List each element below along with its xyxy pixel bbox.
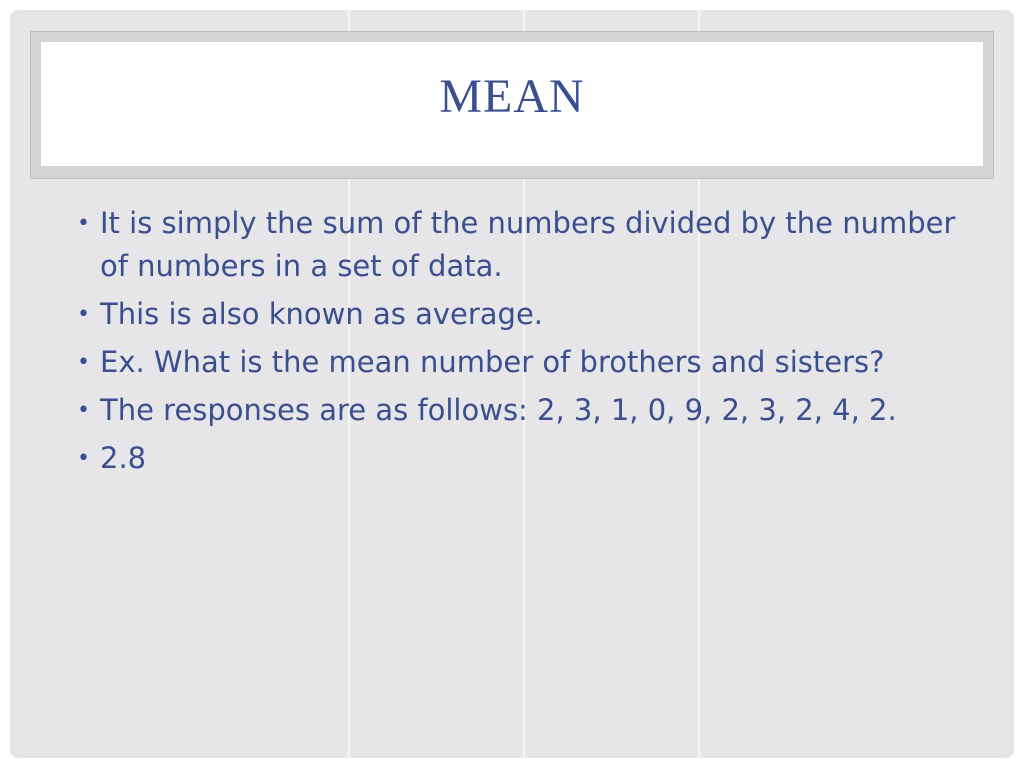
bullet-item: [70, 389, 960, 432]
slide: [10, 10, 1014, 758]
bullet-text: The responses are as follows: 2, 3, 1, 0, 9, 2, 3, 2, 4, 2.: [100, 393, 897, 427]
bullet-text: It is simply the sum of the numbers divided by the number of numbers in a set of data.: [100, 206, 956, 283]
slide-title: MEAN: [439, 70, 585, 123]
bullet-item: [70, 437, 960, 480]
bullet-icon: •: [77, 302, 90, 327]
bullet-text: Ex. What is the mean number of brothers and sisters?: [100, 345, 885, 379]
title-box: [41, 42, 983, 166]
bullet-icon: •: [77, 211, 90, 236]
bullet-text: This is also known as average.: [100, 297, 544, 331]
title-frame: [30, 31, 994, 179]
bullet-icon: •: [77, 350, 90, 375]
bullet-item: [70, 293, 960, 336]
bullet-item: [70, 202, 960, 288]
bullet-icon: •: [77, 446, 90, 471]
bullet-item: [70, 341, 960, 384]
bullet-list: [70, 202, 960, 485]
bullet-icon: •: [77, 398, 90, 423]
bullet-text: 2.8: [100, 441, 147, 475]
